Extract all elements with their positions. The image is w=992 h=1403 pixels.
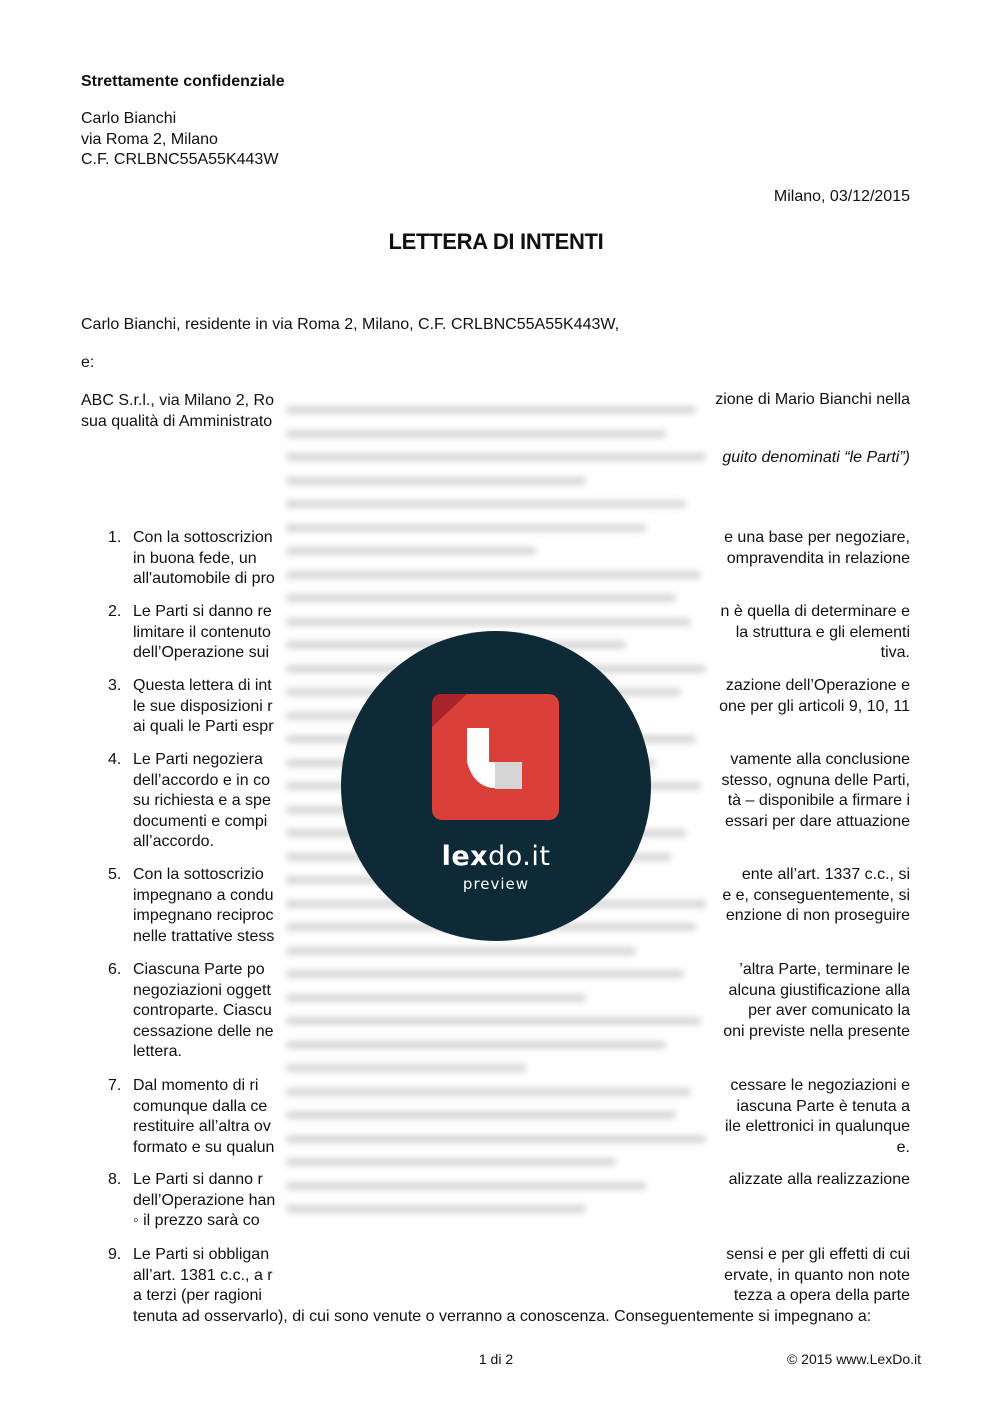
copyright: © 2015 www.LexDo.it <box>786 1351 921 1367</box>
clause-line-right: ile elettronici in qualunque <box>724 1118 910 1135</box>
clause-line-left: Dal momento di ri <box>133 1077 259 1094</box>
blurred-line <box>286 1017 701 1025</box>
blurred-line <box>286 970 684 978</box>
clause-line-right: alizzate alla realizzazione <box>728 1171 910 1188</box>
party-two-line-2-left: sua qualità di Amministrato <box>81 412 273 430</box>
blurred-line <box>286 477 586 485</box>
clause-number: 9. <box>108 1246 122 1263</box>
clause-line-right: cessare le negoziazioni e <box>730 1077 910 1094</box>
clause-line-right: iascuna Parte è tenuta a <box>736 1097 910 1115</box>
clause-line-right: tà – disponibile a firmare i <box>727 792 910 809</box>
clause-line-right: ompravendita in relazione <box>726 549 910 567</box>
clause-line-left: comunque dalla ce <box>133 1097 268 1115</box>
clause-line-right: one per gli articoli 9, 10, 11 <box>719 697 910 715</box>
clause-line-right: enzione di non proseguire <box>725 907 910 924</box>
blurred-line <box>286 430 666 438</box>
clause-line-left: impegnano a condu <box>133 886 274 904</box>
clause-line-left: Con la sottoscrizio <box>133 866 264 883</box>
clause-number: 8. <box>108 1171 122 1188</box>
clause-number: 2. <box>108 603 122 620</box>
clause-line-left: le sue disposizioni r <box>133 697 273 715</box>
sender-address: via Roma 2, Milano <box>81 130 218 148</box>
lexdo-document-icon <box>341 631 651 831</box>
clause-line-right: tiva. <box>880 644 910 661</box>
clause-line-left: all’art. 1381 c.c., a r <box>133 1266 273 1284</box>
clause-line-right: alcuna giustificazione alla <box>728 981 910 999</box>
clause-line-left: Le Parti si danno r <box>133 1171 263 1188</box>
blurred-line <box>286 547 536 555</box>
clause-line-right: la struttura e gli elementi <box>735 623 910 641</box>
clause-line-left: controparte. Ciascu <box>133 1002 272 1019</box>
blurred-line <box>286 1041 666 1049</box>
clause-line-right: ’altra Parte, terminare le <box>739 961 910 978</box>
clause-line-right: e e, conseguentemente, si <box>722 886 910 904</box>
clause-line <box>133 1286 910 1307</box>
clause-line-left: dell’Operazione sui <box>133 644 270 661</box>
blurred-line <box>286 1064 526 1072</box>
clause-line-left: Questa lettera di int <box>133 677 272 694</box>
clause-line-left: all’accordo. <box>133 833 214 850</box>
clause-line-left: Le Parti si obbligan <box>133 1246 270 1263</box>
clause-line-left: a terzi (per ragioni <box>133 1287 262 1304</box>
clause-number: 5. <box>108 866 122 883</box>
blurred-line <box>286 1111 676 1119</box>
bullet-icon: ◦ <box>133 1212 144 1229</box>
clause-line-left: documenti e compi <box>133 812 268 830</box>
clause-line <box>133 1245 910 1266</box>
clause-line-left: restituire all’altra ov <box>133 1118 271 1135</box>
clause-number: 3. <box>108 677 122 694</box>
clause-line-right: per aver comunicato la <box>748 1002 910 1019</box>
blurred-line <box>286 1088 691 1096</box>
sender-block <box>81 109 278 171</box>
clause-line-left: Ciascuna Parte po <box>133 961 265 978</box>
parties-denomination: guito denominati “le Parti”) <box>722 449 910 466</box>
clause-line <box>133 1266 910 1287</box>
blurred-line <box>286 1205 586 1213</box>
clause-line-left: Con la sottoscrizion <box>133 529 273 546</box>
document-title: LETTERA DI INTENTI <box>388 229 604 254</box>
clause-line-right: oni previste nella presente <box>723 1022 910 1040</box>
wordmark-bold: lex <box>441 841 489 872</box>
blurred-line <box>286 571 701 579</box>
clause-line-right: e una base per negoziare, <box>724 529 910 546</box>
party-two <box>81 391 274 432</box>
wordmark-rest: do.it <box>488 841 551 872</box>
clause-number: 7. <box>108 1077 122 1094</box>
blurred-line <box>286 594 676 602</box>
sender-name: Carlo Bianchi <box>81 110 177 127</box>
blurred-line <box>286 406 696 414</box>
preview-label: preview <box>462 875 530 893</box>
party-one: Carlo Bianchi, residente in via Roma 2, Milano, C.F. CRLBNC55A55K443W, <box>81 316 620 333</box>
clause-line-left: nelle trattative stess <box>133 927 275 945</box>
clause-number: 4. <box>108 751 122 768</box>
sender-tax-code: C.F. CRLBNC55A55K443W <box>81 151 279 168</box>
clause-line-left: su richiesta e a spe <box>133 792 271 809</box>
blurred-line <box>286 500 686 508</box>
clause-line-right: vamente alla conclusione <box>730 751 910 768</box>
clause-line-left: dell’Operazione han <box>133 1191 276 1209</box>
place-date: Milano, 03/12/2015 <box>773 188 910 205</box>
clause-line-left: cessazione delle ne <box>133 1022 274 1040</box>
clause-line-left: in buona fede, un <box>133 549 257 567</box>
clause-line-left: formato e su qualun <box>133 1138 275 1156</box>
blurred-line <box>286 1135 706 1143</box>
lexdo-wordmark <box>341 841 651 872</box>
page-number: 1 di 2 <box>478 1351 514 1367</box>
clause-line-left: Le Parti si danno re <box>133 603 272 620</box>
clause-line-left: impegnano reciproc <box>133 907 274 924</box>
clause-line-right: zazione dell’Operazione e <box>725 677 910 694</box>
blurred-line <box>286 453 706 461</box>
party-two-line-1-left: ABC S.r.l., via Milano 2, Ro <box>81 392 274 409</box>
party-two-line-1-right: zione di Mario Bianchi nella <box>715 391 910 408</box>
clause-last-line: tenuta ad osservarlo), di cui sono venute o verranno a conoscenza. Conseguentemente si impegnano a: <box>133 1307 872 1325</box>
clause-line-left: negoziazioni oggett <box>133 981 271 999</box>
clause-item <box>108 1245 910 1327</box>
blurred-line <box>286 947 636 955</box>
clause-line-right: stesso, ognuna delle Parti, <box>721 771 910 789</box>
lexdo-preview-badge <box>341 631 651 941</box>
clause-line-right: n è quella di determinare e <box>720 603 910 620</box>
and-label: e: <box>81 354 95 371</box>
confidential-label: Strettamente confidenziale <box>81 73 285 90</box>
clause-line-left: Le Parti negoziera <box>133 751 263 768</box>
clause-line-left: lettera. <box>133 1043 182 1060</box>
clause-line-right: e. <box>896 1138 910 1156</box>
clause-line-right: ente all’art. 1337 c.c., si <box>741 866 910 883</box>
clause-line-left: ai quali le Parti espr <box>133 718 274 735</box>
clause-line-right: tezza a opera della parte <box>733 1287 910 1304</box>
blurred-line <box>286 994 586 1002</box>
clause-line-left: all'automobile di pro <box>133 570 275 587</box>
clause-line-right: sensi e per gli effetti di cui <box>726 1246 910 1263</box>
clause-line-right: essari per dare attuazione <box>725 812 910 830</box>
clause-line-left: dell’accordo e in co <box>133 771 270 789</box>
blurred-line <box>286 1182 646 1190</box>
clause-line-left: limitare il contenuto <box>133 623 271 641</box>
clause-number: 1. <box>108 529 122 546</box>
clause-line-right: ervate, in quanto non note <box>724 1266 910 1284</box>
blurred-line <box>286 524 646 532</box>
blurred-line <box>286 1158 616 1166</box>
clause-number: 6. <box>108 961 122 978</box>
blurred-line <box>286 618 691 626</box>
sub-bullet-text: il prezzo sarà co <box>143 1212 260 1229</box>
